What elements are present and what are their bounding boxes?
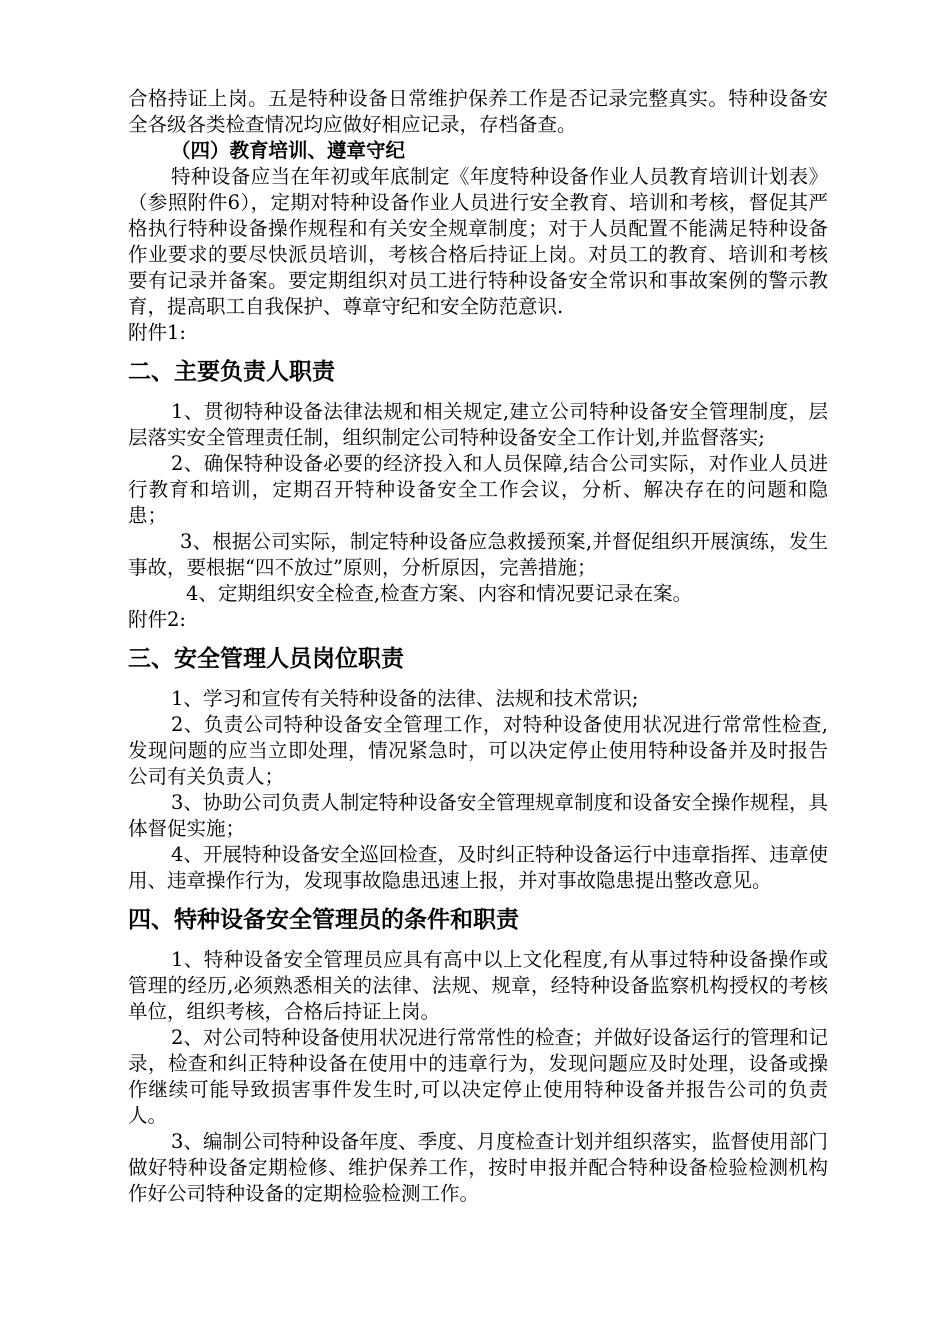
safety-manager-duty-item: 3、协助公司负责人制定特种设备安全管理规章制度和设备安全操作规程，具体督促实施； — [128, 791, 828, 840]
section-heading-principal-duties: 二、主要负责人职责 — [128, 359, 335, 385]
education-training-paragraph: 特种设备应当在年初或年底制定《年度特种设备作业人员教育培训计划表》（参照附件6），定期对特种设备作业人员进行安全教育、培训和考核，督促其严格执行特种设备操作规程和有关安全规章制度；对于人员配置不能满足特种设备作业要求的要尽快派员培训，考核合格后持证上岗。对员工的教育、培训和考核要有记录并备案。要定期组织对员工进行特种设备安全常识和事故案例的警示教育，提高职工自我保护、尊章守纪和安全防范意识. — [128, 165, 828, 318]
document-body — [128, 86, 828, 1207]
subheading-education-training: （四）教育培训、遵章守纪 — [171, 139, 406, 162]
section-heading-safety-manager-duties: 三、安全管理人员岗位职责 — [128, 646, 404, 672]
principal-duty-item: 3、根据公司实际，制定特种设备应急救援预案,并督促组织开展演练，发生事故，要根据“四不放过”原则，分析原因，完善措施； — [128, 530, 828, 579]
safety-administrator-item: 3、编制公司特种设备年度、季度、月度检查计划并组织落实，监督使用部门做好特种设备定期检修、维护保养工作，按时申报并配合特种设备检验检测机构作好公司特种设备的定期检验检测工作。 — [128, 1130, 828, 1205]
attachment-2-label: 附件2: — [128, 608, 186, 631]
safety-manager-duty-item: 4、开展特种设备安全巡回检查，及时纠正特种设备运行中违章指挥、违章使用、违章操作行为，发现事故隐患迅速上报，并对事故隐患提出整改意见。 — [128, 843, 828, 892]
section-heading-safety-administrator: 四、特种设备安全管理员的条件和职责 — [128, 907, 519, 933]
safety-manager-duty-item: 2、负责公司特种设备安全管理工作，对特种设备使用状况进行常常性检查,发现问题的应当立即处理，情况紧急时，可以决定停止使用特种设备并及时报告公司有关负责人； — [128, 713, 828, 788]
attachment-1-label: 附件1: — [128, 321, 186, 344]
principal-duty-item: 2、确保特种设备必要的经济投入和人员保障,结合公司实际，对作业人员进行教育和培训，定期召开特种设备安全工作会议，分析、解决存在的问题和隐患； — [128, 452, 828, 527]
intro-paragraph: 合格持证上岗。五是特种设备日常维护保养工作是否记录完整真实。特种设备安全各级各类检查情况均应做好相应记录，存档备查。 — [128, 87, 828, 136]
safety-administrator-item: 2、对公司特种设备使用状况进行常常性的检查；并做好设备运行的管理和记录，检查和纠正特种设备在使用中的违章行为，发现问题应及时处理，设备或操作继续可能导致损害事件发生时,可以决定停止使用特种设备并报告公司的负责人。 — [128, 1026, 828, 1127]
principal-duty-item: 4、定期组织安全检查,检查方案、内容和情况要记录在案。 — [186, 582, 693, 605]
safety-manager-duty-item: 1、学习和宣传有关特种设备的法律、法规和技术常识; — [171, 687, 639, 710]
principal-duty-item: 1、贯彻特种设备法律法规和相关规定,建立公司特种设备安全管理制度，层层落实安全管理责任制，组织制定公司特种设备安全工作计划,并监督落实; — [128, 400, 828, 449]
safety-administrator-item: 1、特种设备安全管理员应具有高中以上文化程度,有从事过特种设备操作或管理的经历,必须熟悉相关的法律、法规、规章，经特种设备监察机构授权的考核单位，组织考核，合格后持证上岗。 — [128, 948, 828, 1023]
